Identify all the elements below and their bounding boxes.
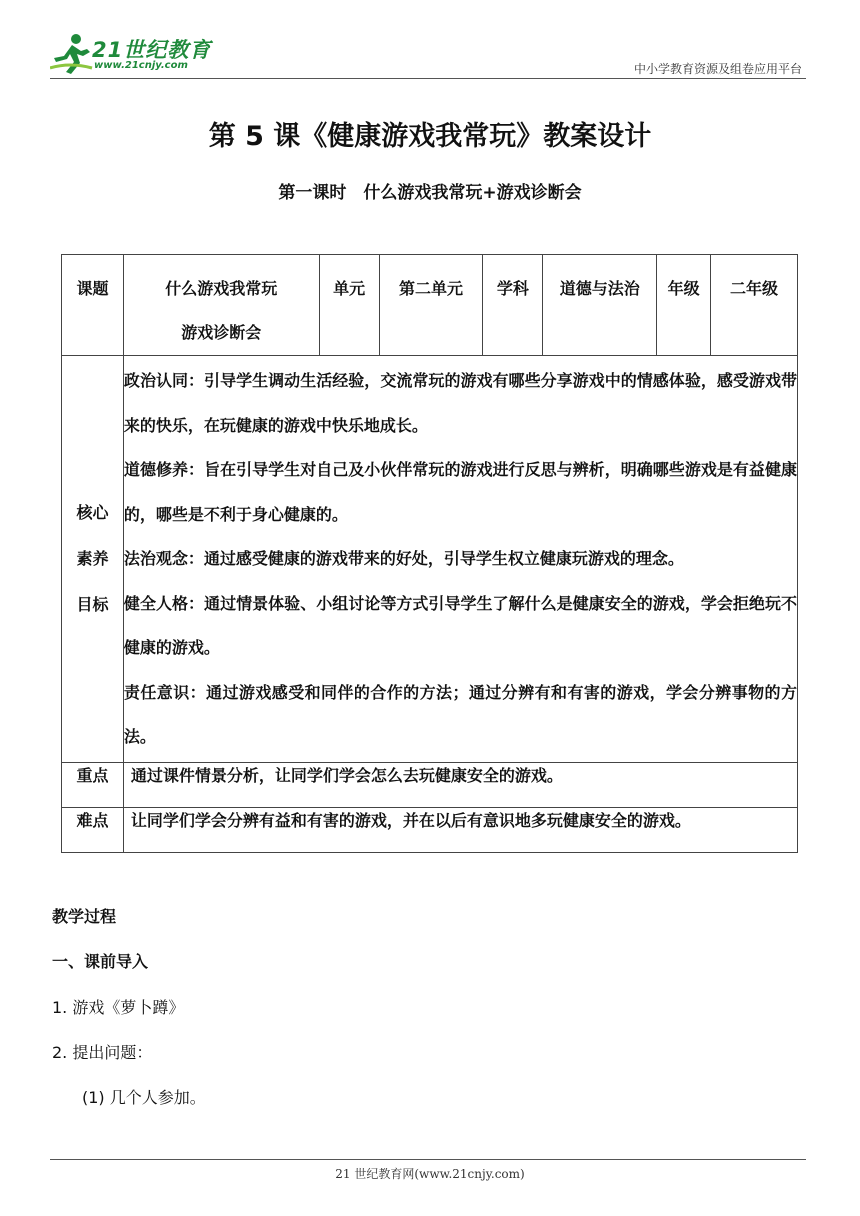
- label-difficulty: 难点: [62, 807, 124, 852]
- page-subtitle: 第一课时 什么游戏我常玩+游戏诊断会: [278, 183, 582, 203]
- goal-item: 责任意识：通过游戏感受和同伴的合作的方法；通过分辨有和有害的游戏，学会分辨事物的方法。: [123, 682, 797, 746]
- runner-logo-icon: [50, 32, 94, 76]
- table-row-difficulty: [62, 807, 798, 852]
- topic-line-1: 什么游戏我常玩: [165, 279, 278, 298]
- header-platform-text: 中小学教育资源及组卷应用平台: [633, 62, 802, 76]
- page-title: 第 5 课《健康游戏我常玩》教案设计: [208, 121, 652, 152]
- page-footer: 21 世纪教育网(www.21cnjy.com): [335, 1167, 525, 1181]
- difficulty-text: 让同学们学会分辨有益和有害的游戏，并在以后有意识地多玩健康安全的游戏。: [123, 807, 797, 852]
- topic-line-2: 游戏诊断会: [181, 323, 262, 342]
- key-point-text: 通过课件情景分析，让同学们学会怎么去玩健康安全的游戏。: [123, 762, 797, 807]
- list-item: 1. 游戏《萝卜蹲》: [52, 998, 185, 1017]
- logo-text: 21世纪教育: [92, 38, 212, 62]
- label-grade: 年级: [667, 279, 700, 298]
- table-row-goals: [62, 356, 798, 763]
- logo-url: www.21cnjy.com: [94, 60, 188, 71]
- goal-item: 健全人格：通过情景体验、小组讨论等方式引导学生了解什么是健康安全的游戏，学会拒绝玩不健康的游戏。: [123, 593, 797, 657]
- lesson-info-table: [61, 254, 798, 853]
- grade-value: 二年级: [730, 279, 779, 298]
- list-item: 2. 提出问题：: [52, 1043, 153, 1062]
- subject-value: 道德与法治: [559, 279, 640, 298]
- goal-item: 道德修养：旨在引导学生对自己及小伙伴常玩的游戏进行反思与辨析，明确哪些游戏是有益健康的，哪些是不利于身心健康的。: [123, 460, 797, 524]
- label-topic: 课题: [76, 279, 109, 298]
- label-key-point: 重点: [62, 762, 124, 807]
- page-header: [0, 0, 860, 80]
- sub-list-item: (1) 几个人参加。: [82, 1088, 206, 1107]
- topic-value: [124, 255, 319, 355]
- footer-divider: [50, 1159, 806, 1160]
- table-row-key-point: [62, 762, 798, 807]
- goal-item: 法治观念：通过感受健康的游戏带来的好处，引导学生权立健康玩游戏的理念。: [123, 549, 684, 568]
- unit-value: 第二单元: [398, 279, 463, 298]
- label-subject: 学科: [496, 279, 529, 298]
- table-row-topic: [62, 255, 798, 356]
- goal-item: 政治认同：引导学生调动生活经验，交流常玩的游戏有哪些分享游戏中的情感体验，感受游戏带来的快乐，在玩健康的游戏中快乐地成长。: [123, 371, 797, 435]
- logo: [50, 32, 220, 78]
- label-core-goals: 核心 素养 目标: [62, 356, 124, 763]
- goals-content: [123, 356, 797, 763]
- process-heading: 教学过程: [52, 907, 117, 926]
- section-heading: 一、课前导入: [52, 952, 149, 971]
- label-unit: 单元: [333, 279, 366, 298]
- header-divider: [50, 78, 806, 79]
